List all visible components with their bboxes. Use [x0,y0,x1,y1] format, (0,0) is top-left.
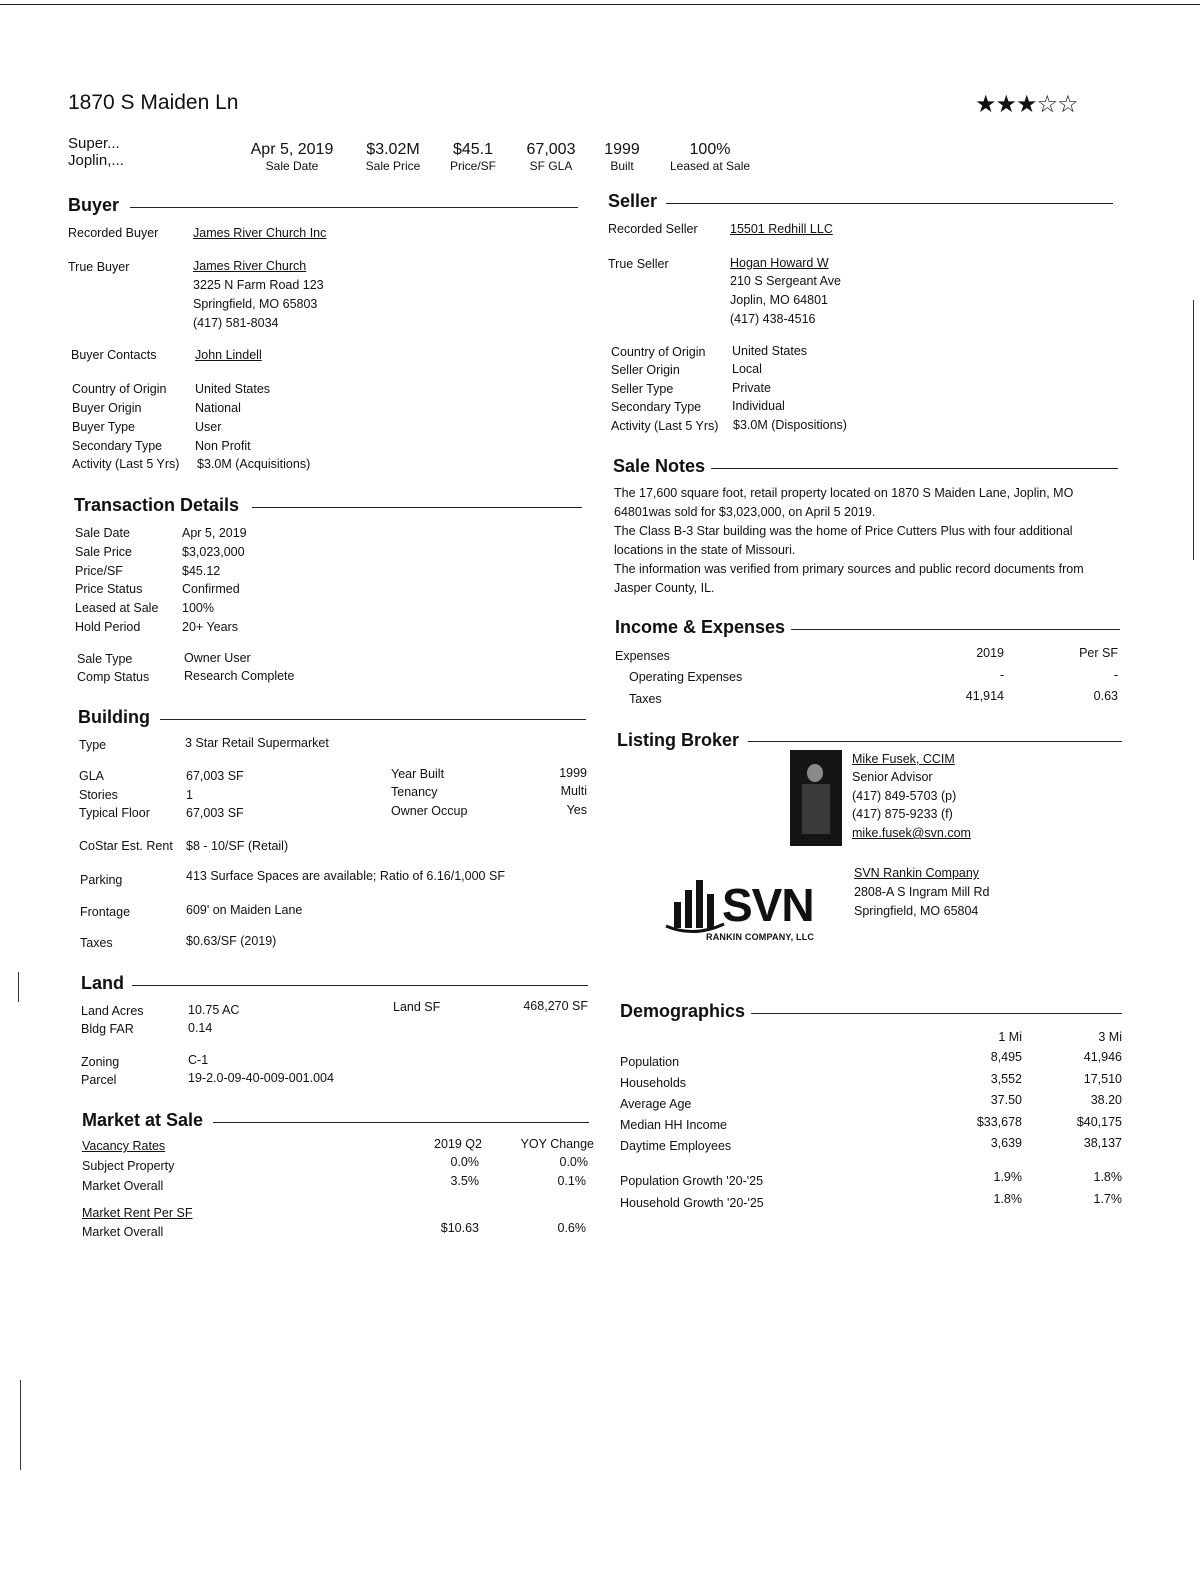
row-label: Subject Property [82,1159,175,1173]
field-label: Sale Date [75,526,130,540]
field-label: Buyer Origin [72,401,142,415]
kpi-label: Leased at Sale [669,159,751,173]
field-label: Owner Occup [391,804,468,818]
kpi-value: 100% [689,141,731,158]
kpi-label: Sale Price [365,159,421,173]
section-rule [790,629,1120,630]
field-value: 1999 [559,766,587,780]
buyer-phone: (417) 581-8034 [193,316,279,330]
field-value: 67,003 SF [186,806,244,820]
star-empty-icon: ☆ [1036,90,1058,118]
scan-margin-mark [1193,300,1194,560]
kpi-sale-date [238,141,346,173]
field-value: Individual [732,399,785,413]
true-buyer-link[interactable]: James River Church [193,259,307,273]
field-label: Tenancy [391,785,438,799]
buyer-contact-link[interactable]: John Lindell [195,348,262,362]
field-value: Local [732,362,762,376]
row-value: 1.9% [993,1170,1022,1184]
star-empty-icon: ☆ [1057,90,1078,118]
field-label: Price Status [75,582,143,596]
broker-title: Senior Advisor [852,770,933,784]
svn-logo [664,876,844,946]
section-rule [213,1122,589,1123]
star-rating [975,90,1078,118]
buyer-address-line: Springfield, MO 65803 [193,297,318,311]
field-label: Country of Origin [72,382,167,396]
scan-top-rule [0,4,1200,5]
kpi-value: Apr 5, 2019 [250,141,334,158]
row-label: Population Growth '20-'25 [620,1174,764,1188]
field-value: United States [732,344,808,358]
kpi-sf-gla [518,141,584,173]
row-value: 41,914 [965,689,1004,703]
column-header: YOY Change [520,1137,594,1151]
field-value: Yes [566,803,587,817]
field-value: $3.0M (Acquisitions) [197,457,311,471]
building-heading: Building [78,707,156,728]
listing-broker-heading: Listing Broker [617,730,745,751]
field-label: Seller Type [611,382,674,396]
svn-logo-mark-icon [664,876,726,934]
row-value: 0.0% [450,1155,479,1169]
section-rule [666,203,1113,204]
broker-phone: (417) 849-5703 (p) [852,789,957,803]
sale-note-paragraph: The 17,600 square foot, retail property located on 1870 S Maiden Lane, Joplin, MO 64801was sold for $3,023,000, on April 5 2019. [614,486,1074,519]
field-value: $3,023,000 [182,545,245,559]
section-rule [132,985,588,986]
expenses-label: Expenses [615,649,670,663]
recorded-seller-label: Recorded Seller [608,222,698,236]
star-filled-icon: ★ [1016,90,1037,118]
market-rent-link[interactable]: Market Rent Per SF [82,1206,193,1220]
kpi-value: 1999 [604,141,640,158]
field-label: Comp Status [77,670,150,684]
kpi-sale-price [355,141,431,173]
section-rule [160,719,586,720]
kpi-label: Price/SF [449,159,496,173]
land-heading: Land [81,973,130,994]
row-label: Market Overall [82,1179,164,1193]
field-value: $3.0M (Dispositions) [733,418,847,432]
field-value: Owner User [184,651,251,665]
zoning-label: Zoning [81,1055,120,1069]
section-rule [750,1013,1122,1014]
sale-notes-heading: Sale Notes [613,456,711,477]
field-label: Seller Origin [611,363,680,377]
land-acres-value: 10.75 AC [188,1003,240,1017]
row-value: 38,137 [1083,1136,1122,1150]
taxes-label: Taxes [80,936,113,950]
row-label: Average Age [620,1097,692,1111]
field-label: Secondary Type [72,439,163,453]
row-value: - [999,668,1004,682]
broker-fax: (417) 875-9233 (f) [852,807,953,821]
property-title: 1870 S Maiden Ln [68,91,239,114]
kpi-label: Built [610,159,634,173]
row-value: 37.50 [990,1093,1022,1107]
kpi-label: Sale Date [265,159,319,173]
row-value: $10.63 [440,1221,479,1235]
star-filled-icon: ★ [975,90,996,118]
kpi-value: $3.02M [366,141,420,158]
row-label: Household Growth '20-'25 [620,1196,764,1210]
row-value: 3,552 [990,1072,1022,1086]
row-value: 0.6% [557,1221,586,1235]
field-value: 67,003 SF [186,769,244,783]
property-subtype: Super... [68,135,120,152]
seller-phone: (417) 438-4516 [730,312,816,326]
frontage-value: 609' on Maiden Lane [186,903,303,917]
true-buyer-label: True Buyer [68,260,130,274]
field-label: GLA [79,769,105,783]
row-value: 1.7% [1093,1192,1122,1206]
column-header: Per SF [1079,646,1118,660]
broker-email-link[interactable]: mike.fusek@svn.com [852,826,971,840]
field-label: Buyer Type [72,420,136,434]
est-rent-value: $8 - 10/SF (Retail) [186,839,289,853]
field-value: Private [732,381,771,395]
field-label: Activity (Last 5 Yrs) [611,419,719,433]
row-value: $40,175 [1076,1115,1122,1129]
kpi-label: SF GLA [529,159,573,173]
broker-name-link[interactable]: Mike Fusek, CCIM [852,752,955,766]
row-value: 3,639 [990,1136,1022,1150]
scan-margin-mark [18,972,19,1002]
taxes-value: $0.63/SF (2019) [186,934,277,948]
recorded-buyer-link[interactable]: James River Church Inc [193,226,327,240]
bldg-far-label: Bldg FAR [81,1022,134,1036]
section-rule [252,507,582,508]
field-value: Research Complete [184,669,295,683]
field-label: Leased at Sale [75,601,159,615]
income-heading: Income & Expenses [615,617,791,638]
kpi-built [598,141,646,173]
row-value: - [1113,668,1118,682]
parcel-label: Parcel [81,1073,117,1087]
column-header: 2019 [976,646,1004,660]
row-value: 8,495 [990,1050,1022,1064]
sale-note-paragraph: The Class B-3 Star building was the home of Price Cutters Plus with four additional locations in the state of Missouri. [614,524,1073,557]
field-label: Typical Floor [79,806,150,820]
row-value: 0.1% [557,1174,586,1188]
parcel-value: 19-2.0-09-40-009-001.004 [188,1071,334,1085]
row-value: 41,946 [1083,1050,1122,1064]
recorded-seller-link[interactable]: 15501 Redhill LLC [730,222,833,236]
row-value: $33,678 [976,1115,1022,1129]
field-label: Country of Origin [611,345,706,359]
kpi-price-sf [440,141,506,173]
seller-address-line: 210 S Sergeant Ave [730,274,841,288]
row-label: Median HH Income [620,1118,727,1132]
field-value: National [195,401,241,415]
property-city: Joplin,... [68,152,124,169]
row-value: 0.63 [1093,689,1118,703]
broker-photo [790,750,842,846]
logo-text: SVN [722,879,814,931]
land-sf-label: Land SF [393,1000,441,1014]
row-label: Taxes [629,692,662,706]
row-value: 3.5% [450,1174,479,1188]
broker-company-link[interactable]: SVN Rankin Company [854,866,980,880]
buyer-heading: Buyer [68,195,125,216]
field-value: Apr 5, 2019 [182,526,247,540]
field-value: Confirmed [182,582,240,596]
row-label: Households [620,1076,687,1090]
market-heading: Market at Sale [82,1110,209,1131]
row-label: Daytime Employees [620,1139,732,1153]
field-value: United States [195,382,271,396]
field-value: Non Profit [195,439,251,453]
bldg-far-value: 0.14 [188,1021,213,1035]
column-header: 3 Mi [1098,1030,1122,1044]
est-rent-label: CoStar Est. Rent [79,839,173,853]
row-value: 0.0% [559,1155,588,1169]
scan-margin-mark [20,1380,21,1470]
kpi-value: $45.1 [452,141,494,158]
building-type: 3 Star Retail Supermarket [185,736,329,750]
seller-heading: Seller [608,191,663,212]
section-rule [130,207,578,208]
parking-value: 413 Surface Spaces are available; Ratio of 6.16/1,000 SF [186,869,505,883]
column-header: 2019 Q2 [434,1137,482,1151]
demographics-heading: Demographics [620,1001,751,1022]
buyer-address-line: 3225 N Farm Road 123 [193,278,324,292]
seller-address-line: Joplin, MO 64801 [730,293,828,307]
building-type-label: Type [79,738,107,752]
row-label: Market Overall [82,1225,164,1239]
sale-notes-text [614,484,1120,598]
true-seller-link[interactable]: Hogan Howard W [730,256,829,270]
row-value: 1.8% [993,1192,1022,1206]
field-value: Multi [560,784,587,798]
zoning-value: C-1 [188,1053,209,1067]
field-label: Price/SF [75,564,123,578]
logo-subtext: RANKIN COMPANY, LLC [706,932,815,942]
vacancy-rates-link[interactable]: Vacancy Rates [82,1139,166,1153]
broker-address-line: Springfield, MO 65804 [854,904,979,918]
buyer-contacts-label: Buyer Contacts [71,348,157,362]
column-header: 1 Mi [998,1030,1022,1044]
row-label: Population [620,1055,680,1069]
field-label: Hold Period [75,620,141,634]
field-label: Sale Price [75,545,132,559]
field-value: User [195,420,222,434]
parking-label: Parking [80,873,123,887]
frontage-label: Frontage [80,905,131,919]
field-value: 1 [186,788,193,802]
sale-note-paragraph: The information was verified from primary sources and public record documents from Jasper County, IL. [614,562,1084,595]
row-value: 17,510 [1083,1072,1122,1086]
transaction-heading: Transaction Details [74,495,245,516]
field-label: Activity (Last 5 Yrs) [72,457,180,471]
field-label: Secondary Type [611,400,702,414]
row-label: Operating Expenses [629,670,743,684]
recorded-buyer-label: Recorded Buyer [68,226,159,240]
field-value: 20+ Years [182,620,238,634]
field-value: $45.12 [182,564,221,578]
land-sf-value: 468,270 SF [523,999,588,1013]
field-label: Year Built [391,767,445,781]
field-value: 100% [182,601,214,615]
broker-address-line: 2808-A S Ingram Mill Rd [854,885,990,899]
land-acres-label: Land Acres [81,1004,144,1018]
star-filled-icon: ★ [995,90,1017,118]
kpi-leased [660,141,760,173]
row-value: 38.20 [1090,1093,1122,1107]
section-rule [748,741,1122,742]
field-label: Sale Type [77,652,133,666]
row-value: 1.8% [1093,1170,1122,1184]
section-rule [710,468,1118,469]
kpi-value: 67,003 [526,141,576,158]
true-seller-label: True Seller [608,257,669,271]
field-label: Stories [79,788,118,802]
